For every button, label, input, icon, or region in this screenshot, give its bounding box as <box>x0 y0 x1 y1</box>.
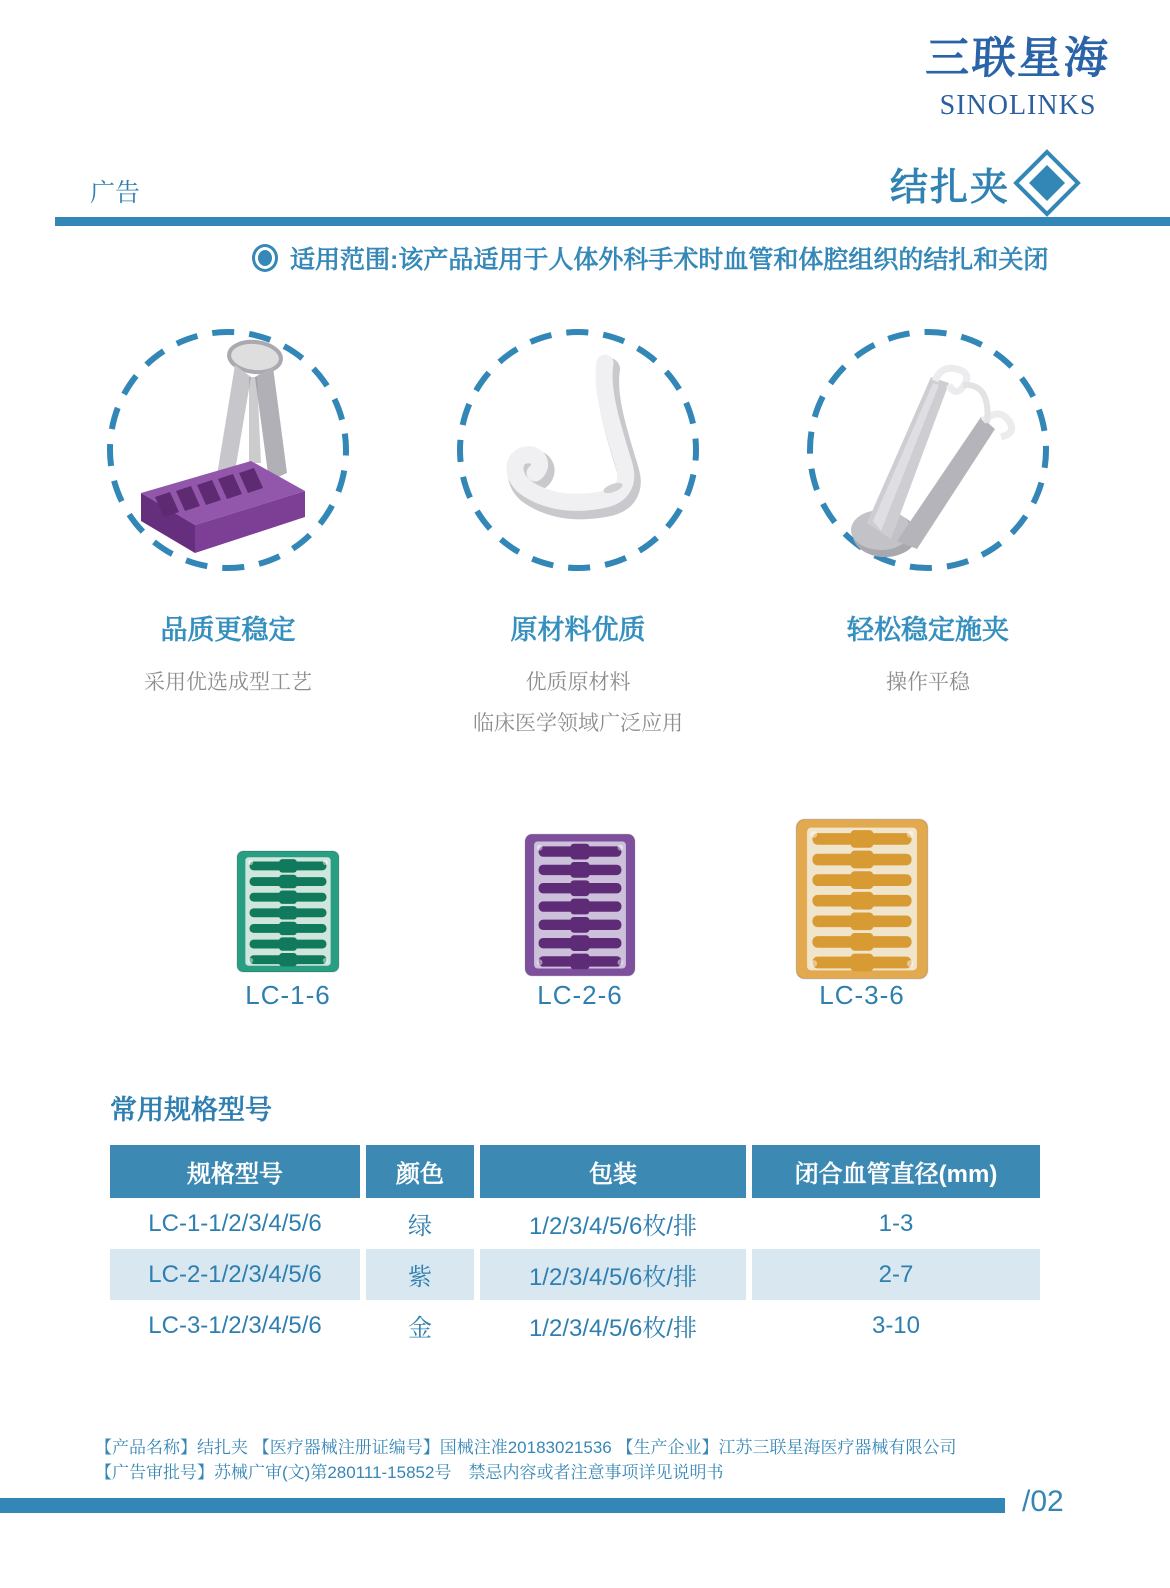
page-number: /02 <box>1022 1485 1064 1518</box>
feature-subtitle <box>768 703 1088 713</box>
table-cell: 1/2/3/4/5/6枚/排 <box>480 1249 746 1300</box>
white-ligation-clip <box>515 363 630 508</box>
table-cell: 1/2/3/4/5/6枚/排 <box>528 1315 698 1342</box>
dashed-circle <box>453 325 703 575</box>
dashed-circle <box>803 325 1053 575</box>
scope-line <box>252 240 1048 276</box>
footer-approval-line: 【广告审批号】苏械广审(文)第280111-15852号 禁忌内容或者注意事项详见说明书 <box>95 1463 724 1482</box>
table-cell: LC-1-1/2/3/4/5/6 <box>148 1209 322 1237</box>
table-cell: 紫 <box>366 1249 474 1300</box>
table-header-cell: 颜色 <box>366 1145 474 1198</box>
brand-logo <box>918 22 1118 122</box>
spec-table <box>110 1145 1040 1351</box>
feature-material <box>418 608 738 744</box>
feature-quality <box>68 608 388 713</box>
table-cell: LC-3-1/2/3/4/5/6 <box>148 1311 322 1339</box>
table-header-cell: 包装 <box>480 1145 746 1198</box>
product-model-label: LC-2-6 <box>537 980 623 1010</box>
fisheye-bullet-icon <box>252 244 278 272</box>
table-cell: 3-10 <box>871 1311 921 1339</box>
brand-logo-english: SINOLINKS <box>939 90 1097 121</box>
feature-subtitle: 优质原材料 <box>525 671 631 694</box>
table-cell: 2-7 <box>752 1249 1040 1300</box>
feature-title: 品质更稳定 <box>160 615 296 645</box>
single-clip-photo <box>453 325 703 575</box>
feature-subtitle: 采用优选成型工艺 <box>144 671 312 694</box>
spec-section-title: 常用规格型号 <box>110 1095 272 1125</box>
table-header-cell: 闭合血管直径(mm) <box>752 1145 1040 1198</box>
feature-title: 原材料优质 <box>510 615 646 645</box>
feature-title: 轻松稳定施夹 <box>847 615 1009 645</box>
scope-text: 适用范围:该产品适用于人体外科手术时血管和体腔组织的结扎和关闭 <box>290 246 1049 274</box>
table-cell: LC-2-1/2/3/4/5/6 <box>110 1249 360 1300</box>
feature-subtitle: 临床医学领域广泛应用 <box>473 712 683 735</box>
product-model-label: LC-3-6 <box>819 980 905 1010</box>
brand-logo-chinese: 三联星海 <box>924 34 1112 83</box>
product-image-lc-2-6 <box>524 833 636 977</box>
applier-jaws <box>851 368 1012 557</box>
product-image-lc-1-6 <box>236 850 340 973</box>
table-cell: 1-3 <box>878 1209 914 1237</box>
header-divider <box>55 217 1170 226</box>
cartridge-with-applier-photo <box>103 325 353 575</box>
diamond-fill <box>1029 165 1065 201</box>
applier-jaws-with-clip-photo <box>803 325 1053 575</box>
table-cell: 1/2/3/4/5/6枚/排 <box>528 1213 698 1240</box>
table-cell: 绿 <box>408 1213 432 1240</box>
product-model-label: LC-1-6 <box>245 980 331 1010</box>
page-title: 结扎夹 <box>889 167 1010 209</box>
table-header-cell: 规格型号 <box>110 1145 360 1198</box>
table-cell: 金 <box>408 1315 432 1342</box>
bottom-bar <box>0 1498 1005 1513</box>
feature-ease <box>768 608 1088 713</box>
feature-subtitle <box>68 703 388 713</box>
feature-subtitle: 操作平稳 <box>886 671 970 694</box>
diamond-icon <box>1013 149 1081 217</box>
ad-label: 广告 <box>90 179 141 207</box>
footer-registration-line: 【产品名称】结扎夹 【医疗器械注册证编号】国械注准20183021536 【生产企业】江苏三联星海医疗器械有限公司 <box>95 1438 957 1457</box>
product-image-lc-3-6 <box>795 818 929 980</box>
